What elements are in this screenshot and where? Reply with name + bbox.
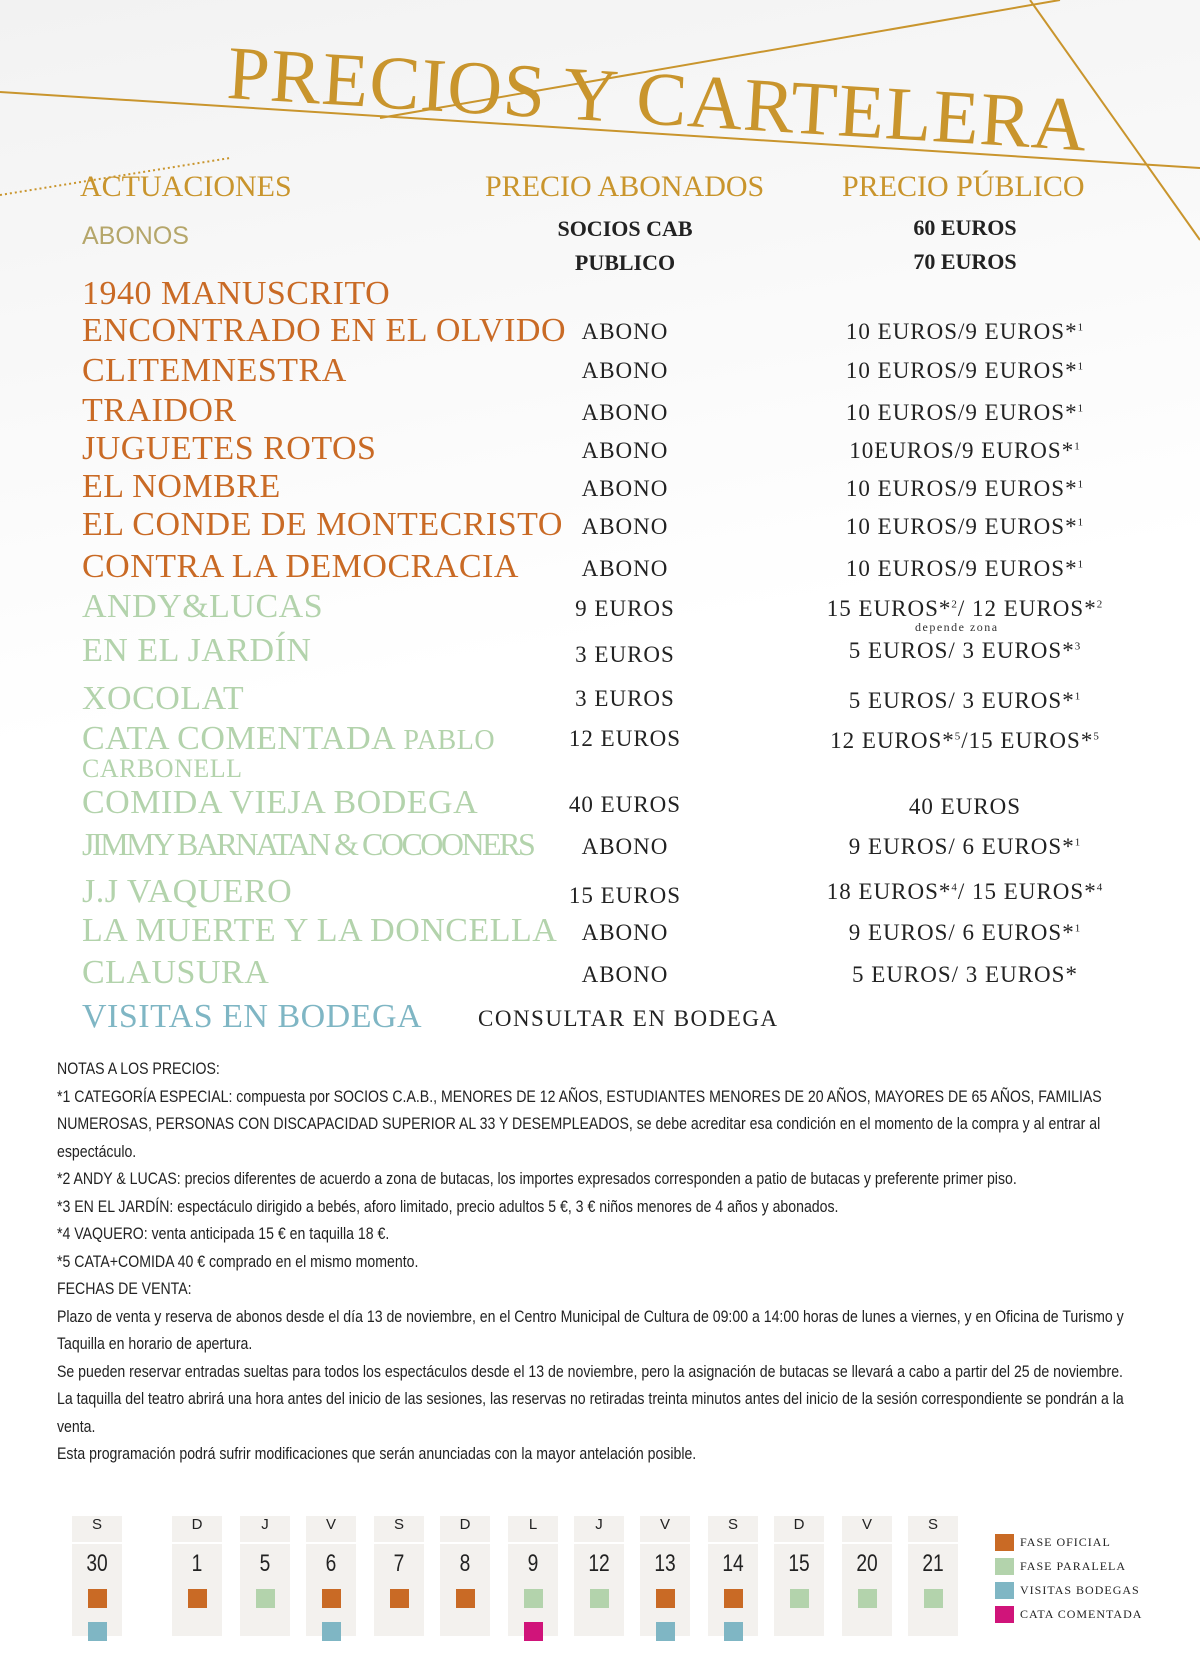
page-title: PRECIOS Y CARTELERA <box>224 30 1091 168</box>
calendar-weekday: L <box>528 1516 538 1533</box>
calendar-divider <box>574 1542 624 1544</box>
phase-marker-oficial <box>724 1589 743 1608</box>
price-publico-text: 10 EUROS/9 EUROS* <box>845 476 1078 501</box>
calendar-weekday: S <box>927 1516 938 1533</box>
note-2: *2 ANDY & LUCAS: precios diferentes de acuerdo a zona de butacas, los importes expresados corresponden a patio de butacas y preferente primer piso. <box>57 1169 1017 1188</box>
calendar-date: 13 <box>654 1550 676 1577</box>
legend-label: VISITAS BODEGAS <box>1020 1583 1140 1597</box>
calendar-day <box>240 1516 290 1636</box>
calendar-weekday: J <box>261 1516 269 1533</box>
note-4: *4 VAQUERO: venta anticipada 15 € en taquilla 18 €. <box>57 1224 390 1243</box>
calendar-weekday: S <box>727 1516 738 1533</box>
calendar-divider <box>842 1542 892 1544</box>
price-abonados: ABONO <box>581 400 669 425</box>
show-name-small: PABLO <box>403 725 496 756</box>
calendar-divider <box>908 1542 958 1544</box>
price-publico <box>800 476 1130 502</box>
calendar-date: 15 <box>788 1550 810 1577</box>
phase-marker-paralela <box>790 1589 809 1608</box>
price-publico-text: 9 EUROS/ 6 EUROS* <box>848 920 1075 945</box>
show-name-line2: CARBONELL <box>82 754 243 783</box>
price-publico <box>800 834 1130 860</box>
phase-marker-cata <box>524 1622 543 1641</box>
note-5: *5 CATA+COMIDA 40 € comprado en el mismo momento. <box>57 1251 419 1271</box>
footnote-ref: 1 <box>1074 440 1081 453</box>
price-abonados: 3 EUROS <box>575 642 675 667</box>
calendar-date: 8 <box>459 1550 471 1577</box>
phase-marker-visitas <box>88 1622 107 1641</box>
calendar-divider <box>640 1542 690 1544</box>
price-publico-text: / 15 EUROS* <box>957 879 1097 904</box>
price-publico-text: /15 EUROS* <box>961 728 1094 753</box>
phase-marker-oficial <box>456 1589 475 1608</box>
calendar-weekday: V <box>861 1516 872 1533</box>
calendar-divider <box>240 1542 290 1544</box>
price-abonados: ABONO <box>581 962 669 987</box>
calendar-day <box>508 1516 558 1636</box>
calendar-day <box>374 1516 424 1636</box>
price-abonados: 3 EUROS <box>575 686 675 711</box>
footnote-ref: 4 <box>1096 881 1104 894</box>
calendar-divider <box>440 1542 490 1544</box>
fechas-1: Plazo de venta y reserva de abonos desde el día 13 de noviembre, en el Centro Municipal de Cultura de 09:00 a 14:00 horas de lunes a viernes, y en Oficina de Turismo y Taquilla en horario de apertura. <box>57 1306 1124 1353</box>
price-publico-text: 12 EUROS* <box>830 728 955 753</box>
footnote-ref: 2 <box>951 598 958 611</box>
price-publico <box>800 556 1130 582</box>
footnote-ref: 1 <box>1077 402 1085 415</box>
price-publico <box>800 358 1130 384</box>
phase-marker-visitas <box>322 1622 341 1641</box>
price-abonados: ABONO <box>581 834 669 859</box>
calendar-divider <box>774 1542 824 1544</box>
price-abonados: ABONO <box>581 920 669 945</box>
footnote-ref: 1 <box>1074 922 1082 935</box>
show-name <box>82 720 495 758</box>
price-publico-text: 10 EUROS/9 EUROS* <box>845 400 1078 425</box>
calendar-day <box>708 1516 758 1636</box>
calendar-weekday: D <box>793 1516 805 1533</box>
legend-swatch-cata <box>995 1606 1014 1623</box>
show-name: CLAUSURA <box>82 954 270 991</box>
footnote-ref: 1 <box>1077 478 1085 491</box>
calendar-day <box>440 1516 490 1636</box>
price-abonados: ABONO <box>581 438 669 463</box>
price-publico: 5 EUROS/ 3 EUROS* <box>852 962 1078 987</box>
calendar-date: 5 <box>259 1550 271 1577</box>
price-publico-text: 5 EUROS/ 3 EUROS* <box>848 638 1075 663</box>
phase-marker-oficial <box>322 1589 341 1608</box>
price-abonados: ABONO <box>581 319 669 344</box>
calendar-divider <box>508 1542 558 1544</box>
price-publico <box>800 728 1130 754</box>
price-publico <box>800 438 1130 464</box>
fechas-2: Se pueden reservar entradas sueltas para todos los espectáculos desde el 13 de noviembre, pero la asignación de butacas se llevará a cabo a partir del 25 de noviembre. <box>57 1361 1123 1381</box>
footnote-ref: 2 <box>1096 598 1104 611</box>
calendar-day <box>774 1516 824 1636</box>
abonos-label: ABONOS <box>82 222 189 250</box>
footnote-ref: 1 <box>1074 836 1082 849</box>
notes-heading: NOTAS A LOS PRECIOS: <box>57 1059 220 1078</box>
price-abonados: 15 EUROS <box>568 883 682 908</box>
calendar-date: 1 <box>191 1550 203 1577</box>
show-name: CONTRA LA DEMOCRACIA <box>82 548 519 585</box>
phase-marker-oficial <box>656 1589 675 1608</box>
abonos-socios: SOCIOS CAB <box>557 216 693 241</box>
calendar-date: 7 <box>393 1550 405 1577</box>
price-abonados: ABONO <box>581 556 669 581</box>
price-publico <box>800 596 1130 622</box>
show-name: ANDY&LUCAS <box>82 588 324 625</box>
price-abonados: CONSULTAR EN BODEGA <box>478 1006 779 1031</box>
show-name: JIMMY BARNATAN & COCOONERS <box>82 826 534 862</box>
show-name: J.J VAQUERO <box>82 873 293 910</box>
calendar-weekday: D <box>459 1516 471 1533</box>
price-publico <box>800 400 1130 426</box>
calendar-weekday: S <box>91 1516 102 1533</box>
legend-label: FASE OFICIAL <box>1020 1535 1111 1549</box>
phase-marker-paralela <box>524 1589 543 1608</box>
calendar-date: 14 <box>722 1550 744 1577</box>
price-publico-text: / 12 EUROS* <box>957 596 1097 621</box>
phase-marker-paralela <box>858 1589 877 1608</box>
price-notes <box>57 1055 1161 1468</box>
legend-label: CATA COMENTADA <box>1020 1607 1143 1621</box>
show-name: XOCOLAT <box>82 680 245 717</box>
show-name: VISITAS EN BODEGA <box>82 998 423 1035</box>
zone-note: depende zona <box>915 620 999 634</box>
note-3: *3 EN EL JARDÍN: espectáculo dirigido a bebés, aforo limitado, precio adultos 5 €, 3 € niños menores de 4 años y abonados. <box>57 1196 839 1216</box>
calendar-divider <box>172 1542 222 1544</box>
phase-marker-visitas <box>724 1622 743 1641</box>
show-name: JUGUETES ROTOS <box>82 430 377 467</box>
show-name: TRAIDOR <box>82 392 237 429</box>
price-publico-text: 15 EUROS* <box>826 596 952 621</box>
price-abonados: 12 EUROS <box>568 726 682 751</box>
calendar-divider <box>374 1542 424 1544</box>
legend-swatch-visitas <box>995 1582 1014 1599</box>
show-name-text: CATA COMENTADA <box>82 720 395 757</box>
legend-label: FASE PARALELA <box>1020 1559 1127 1573</box>
calendar-day <box>306 1516 356 1636</box>
show-name: COMIDA VIEJA BODEGA <box>82 784 479 821</box>
price-publico-text: 18 EUROS* <box>826 879 952 904</box>
footnote-ref: 1 <box>1077 360 1085 373</box>
calendar-date: 30 <box>86 1550 108 1577</box>
calendar-weekday: J <box>595 1516 603 1533</box>
header-actuaciones: ACTUACIONES <box>80 170 292 203</box>
price-publico: 40 EUROS <box>908 794 1022 819</box>
abonos-publico-price: 70 EUROS <box>913 249 1017 274</box>
fechas-3: La taquilla del teatro abrirá una hora antes del inicio de las sesiones, las reservas no retiradas treinta minutos antes del inicio de la sesión correspondiente se pondrán a la venta. <box>57 1389 1124 1436</box>
footnote-ref: 1 <box>1074 690 1082 703</box>
show-name: EN EL JARDÍN <box>82 632 312 669</box>
phase-marker-oficial <box>88 1589 107 1608</box>
footnote-ref: 1 <box>1077 558 1085 571</box>
footnote-ref: 3 <box>1074 640 1082 653</box>
header-precio-publico: PRECIO PÚBLICO <box>842 170 1085 203</box>
header-precio-abonados: PRECIO ABONADOS <box>485 170 765 203</box>
calendar-day <box>72 1516 122 1636</box>
abonos-socios-price: 60 EUROS <box>913 215 1017 240</box>
price-publico-text: 10EUROS/9 EUROS* <box>849 438 1075 463</box>
price-publico <box>800 514 1130 540</box>
price-publico <box>800 920 1130 946</box>
show-name: EL NOMBRE <box>82 468 281 505</box>
show-name: CLITEMNESTRA <box>82 352 347 389</box>
legend-swatch-paralela <box>995 1558 1014 1575</box>
footnote-ref: 1 <box>1077 321 1085 334</box>
show-name: LA MUERTE Y LA DONCELLA <box>82 912 558 949</box>
calendar-day <box>574 1516 624 1636</box>
show-name: EL CONDE DE MONTECRISTO <box>82 506 563 543</box>
phase-marker-visitas <box>656 1622 675 1641</box>
price-abonados: ABONO <box>581 476 669 501</box>
price-publico <box>800 688 1130 714</box>
show-name-line2: ENCONTRADO EN EL OLVIDO <box>82 312 566 349</box>
footnote-ref: 4 <box>951 881 958 894</box>
calendar-divider <box>306 1542 356 1544</box>
calendar-day <box>172 1516 222 1636</box>
price-publico <box>800 319 1130 345</box>
calendar-day <box>842 1516 892 1636</box>
calendar-date: 21 <box>922 1550 944 1577</box>
legend-swatch-oficial <box>995 1534 1014 1551</box>
phase-marker-oficial <box>188 1589 207 1608</box>
calendar-divider <box>72 1542 122 1544</box>
fechas-4: Esta programación podrá sufrir modificaciones que serán anunciadas con la mayor antelación posible. <box>57 1444 697 1463</box>
price-publico <box>800 638 1130 664</box>
calendar-weekday: S <box>393 1516 404 1533</box>
price-publico-text: 9 EUROS/ 6 EUROS* <box>848 834 1075 859</box>
phase-marker-paralela <box>256 1589 275 1608</box>
calendar-weekday: D <box>191 1516 203 1533</box>
calendar-weekday: V <box>659 1516 670 1533</box>
price-publico-text: 10 EUROS/9 EUROS* <box>845 358 1078 383</box>
calendar-date: 20 <box>856 1550 878 1577</box>
note-1: *1 CATEGORÍA ESPECIAL: compuesta por SOCIOS C.A.B., MENORES DE 12 AÑOS, ESTUDIANTES MENORES DE 20 AÑOS, MAYORES DE 65 AÑOS, FAMILIAS NUMEROSAS, PERSONAS CON DISCAPACIDAD SUPERIOR AL 33 Y DESEMPLEADOS, se debe acreditar esa condición en el momento de la compra y al entrar al espectáculo. <box>57 1086 1102 1161</box>
price-abonados: ABONO <box>581 514 669 539</box>
show-name: 1940 MANUSCRITO <box>82 275 391 312</box>
footnote-ref: 1 <box>1077 516 1085 529</box>
calendar-weekday: V <box>325 1516 336 1533</box>
footnote-ref: 5 <box>954 730 962 743</box>
price-abonados: ABONO <box>581 358 669 383</box>
phase-marker-paralela <box>924 1589 943 1608</box>
price-publico-text: 10 EUROS/9 EUROS* <box>845 319 1078 344</box>
price-publico-text: 10 EUROS/9 EUROS* <box>845 514 1078 539</box>
price-abonados: 40 EUROS <box>568 792 682 817</box>
abonos-publico: PUBLICO <box>574 250 676 275</box>
price-publico <box>800 879 1130 905</box>
calendar-divider <box>708 1542 758 1544</box>
phase-marker-oficial <box>390 1589 409 1608</box>
calendar-date: 12 <box>588 1550 610 1577</box>
fechas-heading: FECHAS DE VENTA: <box>57 1279 192 1298</box>
calendar-day <box>908 1516 958 1636</box>
price-publico-text: 10 EUROS/9 EUROS* <box>845 556 1078 581</box>
calendar-date: 6 <box>325 1550 337 1577</box>
calendar-date: 9 <box>527 1550 539 1577</box>
price-abonados: 9 EUROS <box>575 596 675 621</box>
footnote-ref: 5 <box>1093 730 1100 743</box>
phase-marker-paralela <box>590 1589 609 1608</box>
price-publico-text: 5 EUROS/ 3 EUROS* <box>848 688 1075 713</box>
calendar-day <box>640 1516 690 1636</box>
